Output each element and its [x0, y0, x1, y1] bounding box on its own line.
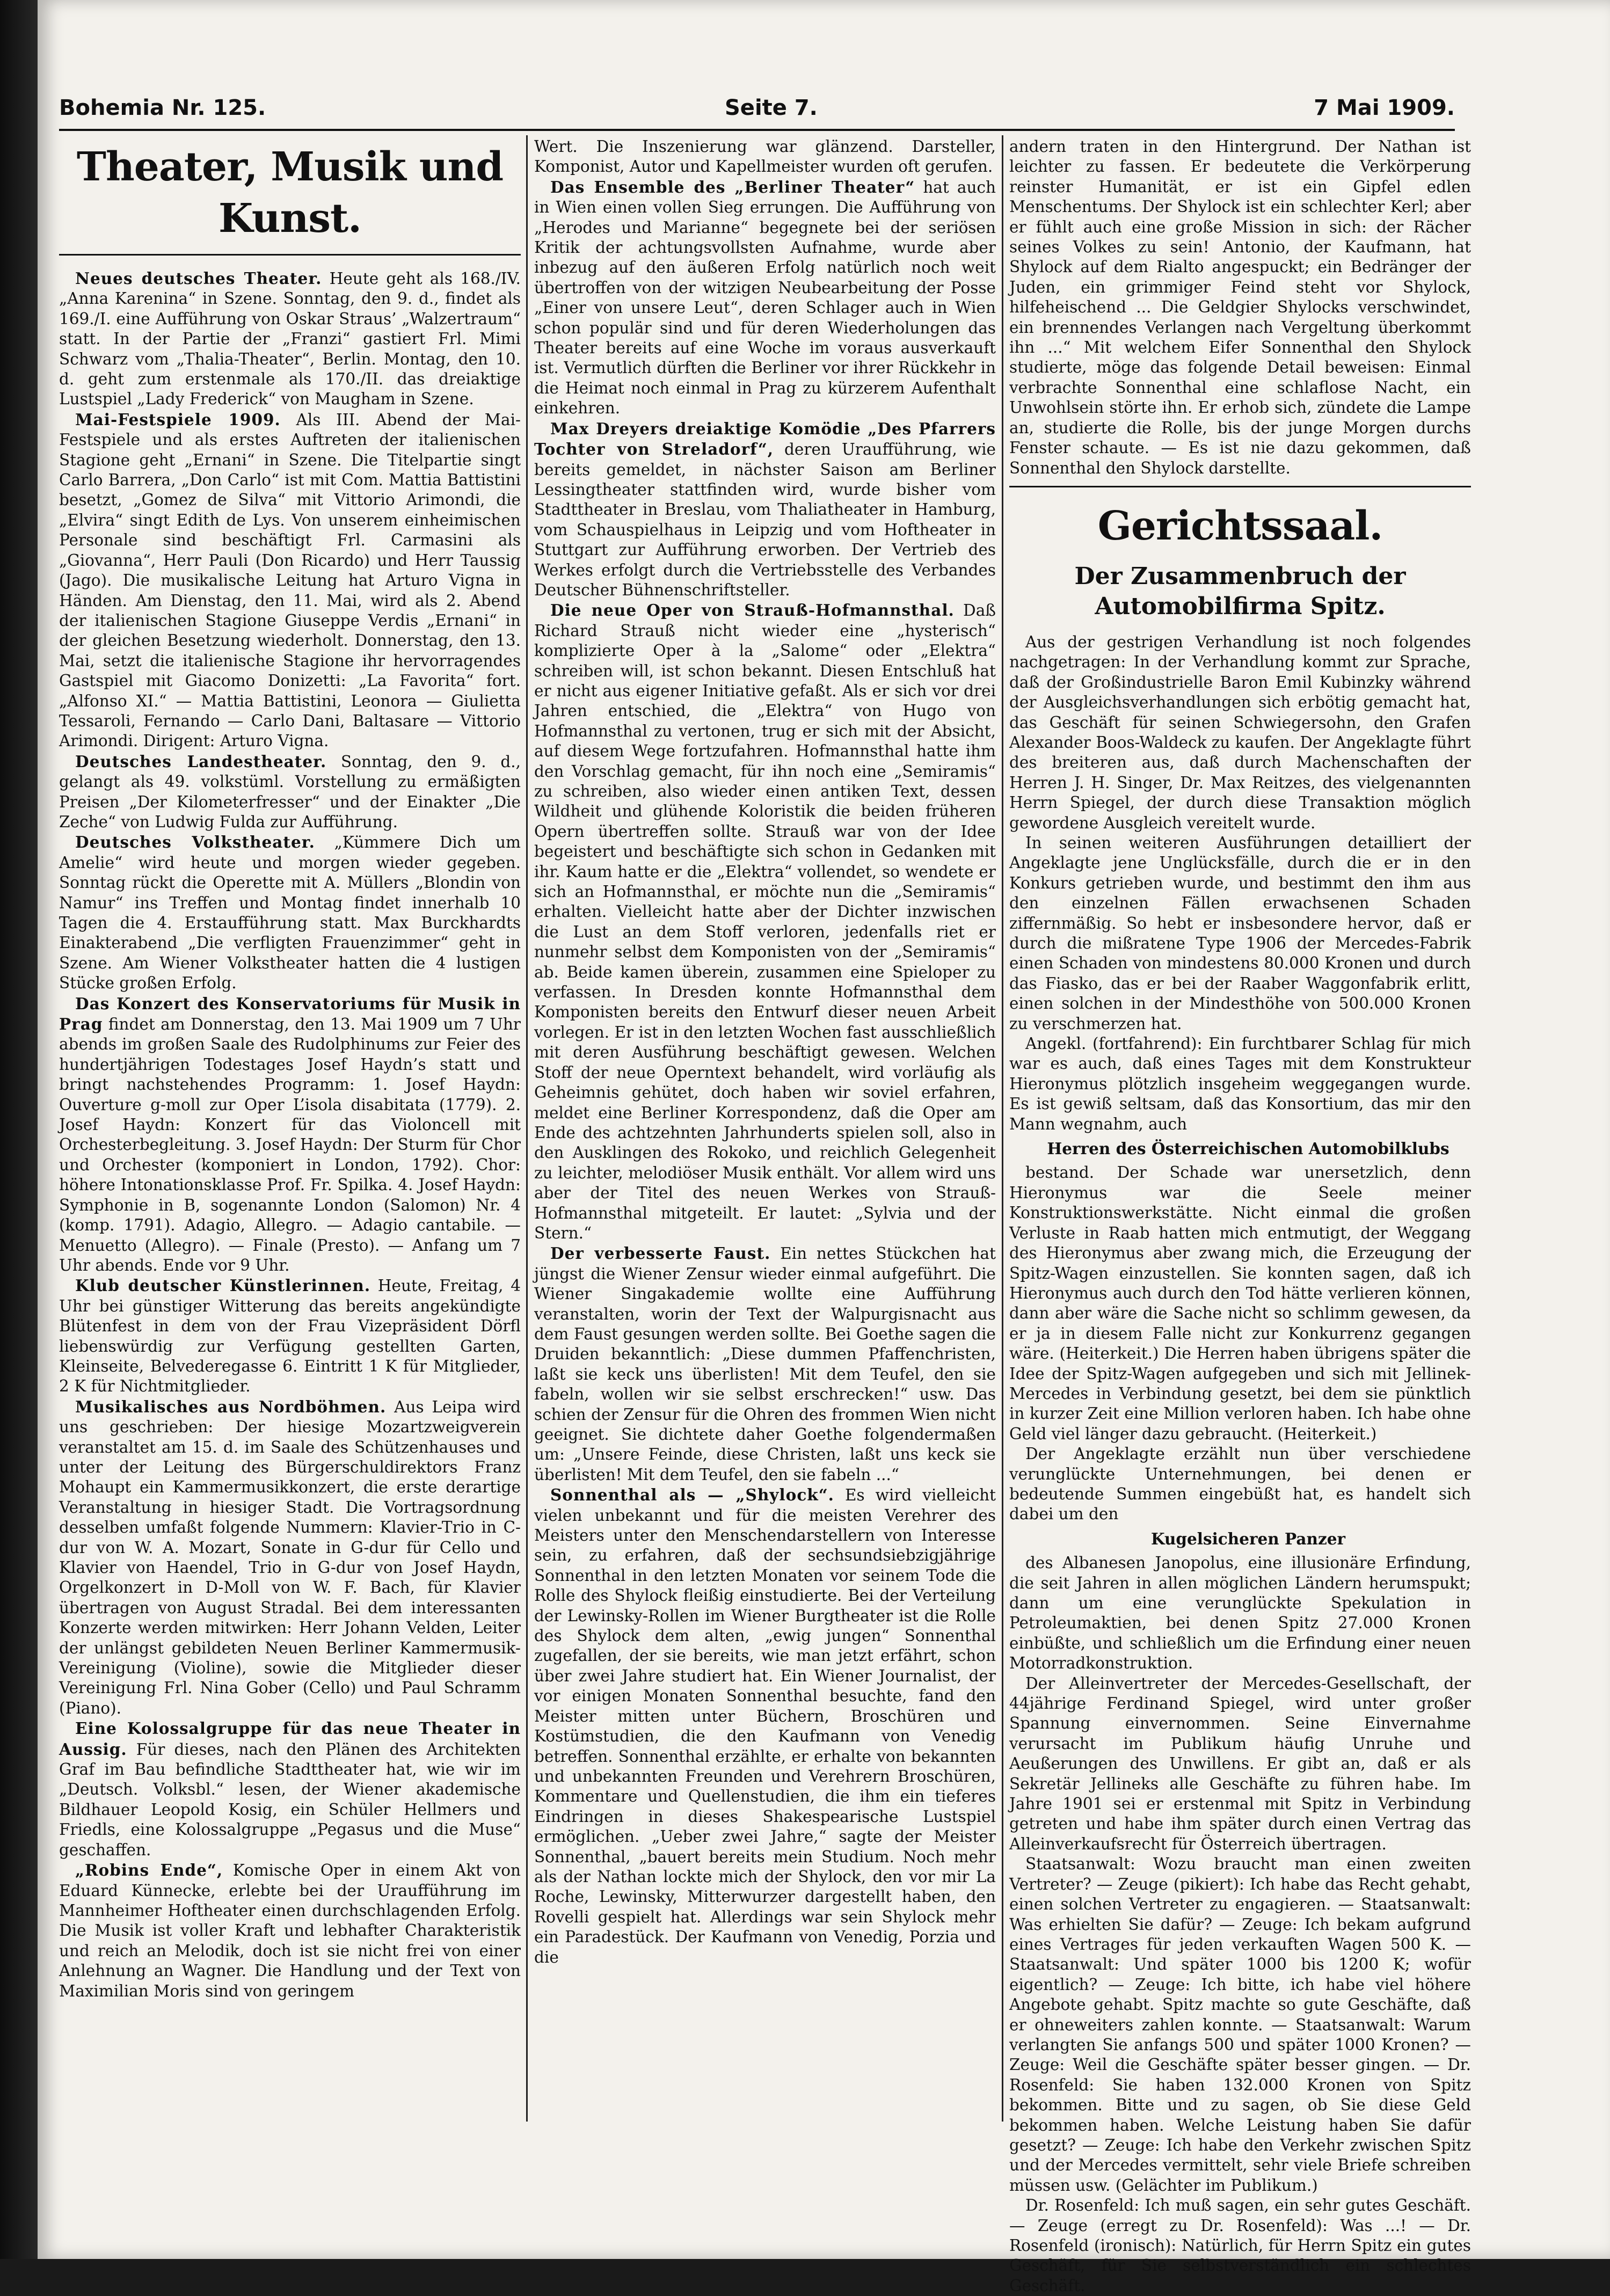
article-heading: Eine Kolossalgruppe für das neue Theater in Aussig. — [59, 1719, 521, 1759]
column-rule — [526, 135, 528, 2122]
article-text: Als III. Abend der Mai-Festspiele und als erstes Auftreten der italienischen Stagione geht „Ernani“ in Szene. Die Titelpartie singt Carlo Barrera, „Don Carlo“ ist mit Com. Mattia Battistini besetzt, „Gomez de Silva“ mit Vittorio Arimondi, die „Elvira“ singt Edith de Lys. Von unserem einheimischen Personale sind beschäftigt Frl. Carmasini als „Giovanna“, Herr Pauli (Don Ricardo) und Herr Taussig (Jago). Die musikalische Leitung hat Arturo Vigna in Händen. Am Dienstag, den 11. Mai, wird als 2. Abend der italienischen Stagione Giuseppe Verdis „Ernani“ in der gleichen Besetzung wiederholt. Donnerstag, den 13. Mai, setzt die italienische Stagione ihr hervorragendes Gastspiel mit Giacomo Donizetti: „La Favorita“ fort. „Alfonso XI.“ — Mattia Battistini, Leonora — Giulietta Tessaroli, Fernando — Carlo Dani, Baltasare — Vittorio Arimondi. Dirigent: Arturo Vigna. — [59, 410, 521, 750]
divider — [1009, 486, 1471, 487]
article-text: „Kümmere Dich um Amelie“ wird heute und morgen wieder gegeben. Sonntag rückt die Operette mit A. Müllers „Blondin von Namur“ ins Treffen und Montag findet innerhalb 10 Tagen die 4. Erstaufführung statt. Max Burckhardts Einakterabend „Die verfligten Frauenzimmer“ geht in Szene. Am Wiener Volkstheater hatten die 4 lustigen Stücke großen Erfolg. — [59, 833, 521, 993]
article-paragraph: Staatsanwalt: Wozu braucht man einen zweiten Vertreter? — Zeuge (pikiert): Ich habe das Recht gehabt, einen solchen Vertreter zu engagieren. — Staatsanwalt: Was erhielten Sie dafür? — Zeuge: Ich bekam aufgrund eines Vertrages für jeden verkauften Wagen 500 K. — Staatsanwalt: Und später 1000 bis 1200 K; wofür eigentlich? — Zeuge: Ich bitte, ich habe viel höhere Angebote gehabt. Spitz machte so gute Geschäfte, daß er ohneweiters zahlen konnte. — Staatsanwalt: Warum verlangten Sie anfangs 500 und später 1000 Kronen? — Zeuge: Weil die Geschäfte später besser gingen. — Dr. Rosenfeld: Sie haben 132.000 Kronen von Spitz bekommen. Bitte und zu sagen, ob Sie diese Geld bekommen haben. Welche Leistung haben Sie dafür gesetzt? — Zeuge: Ich habe den Verkehr zwischen Spitz und der Mercedes vermittelt, sehr viele Briefe schreiben müssen usw. (Gelächter im Publikum.) — [1009, 1855, 1471, 2195]
inline-subheading: Herren des Österreichischen Automobilklubs — [1047, 1139, 1449, 1158]
article-heading: Mai-Festspiele 1909. — [75, 410, 281, 429]
article-text: Aus Leipa wird uns geschrieben: Der hiesige Mozartzweigverein veranstaltet am 15. d. im Saale des Schützenhauses und unter der Leitung des Bürgerschuldirektors Franz Mohaupt ein Kammermusikkonzert, die erste derartige Veranstaltung in hiesiger Stadt. Die Vortragsordnung desselben umfaßt folgende Nummern: Klavier-Trio in C-dur von W. A. Mozart, Sonate in G-dur für Cello und Klavier von Haendel, Trio in G-dur von Josef Haydn, Orgelkonzert in D-Moll von W. F. Bach, für Klavier übertragen von August Stradal. Bei dem interessanten Konzerte werden mitwirken: Herr Johann Velden, Leiter der unlängst gebildeten Neuen Berliner Kammermusik-Vereinigung (Violine), sowie die Mitglieder dieser Vereinigung Frl. Nina Gober (Cello) und Paul Schramm (Piano). — [59, 1397, 521, 1717]
article-text: Für dieses, nach den Plänen des Architekten Graf im Bau befindliche Stadttheater hat, wie wir im „Deutsch. Volksbl.“ lesen, der Wiener akademische Bildhauer Leopold Kosig, ein Schüler Hellmers und Friedls, eine Kolossalgruppe „Pegasus und die Muse“ geschaffen. — [59, 1740, 521, 1859]
article-item — [59, 752, 521, 833]
article-heading: Deutsches Landestheater. — [75, 752, 327, 771]
article-item — [59, 1275, 521, 1396]
article-heading: Deutsches Volkstheater. — [75, 833, 315, 852]
article-list — [59, 268, 521, 2001]
article-item — [59, 1397, 521, 1719]
article-text: Daß Richard Strauß nicht wieder eine „hysterisch“ komplizierte Oper à la „Salome“ oder „Elektra“ schreiben will, ist schon bekannt. Diesen Entschluß hat er nicht aus eigener Initiative gefaßt. Als er sich vor drei Jahren entschied, die „Elektra“ von Hugo von Hofmannsthal zu vertonen, trug er sich mit der Absicht, auf diesem Wege fortzufahren. Hofmannsthal hatte ihm den Vorschlag gemacht, für ihn noch eine „Semiramis“ zu schreiben, also wieder einen antiken Text, dessen Wildheit und glühende Koloristik die beiden früheren Opern übertreffen sollte. Strauß war von der Idee begeistert und beschäftigte sich schon in Gedanken mit ihr. Kaum hatte er die „Elektra“ vollendet, so wendete er sich an Hofmannsthal, er möchte nun die „Semiramis“ erhalten. Vielleicht hatte aber der Dichter inzwischen die Lust an dem Stoff verloren, jedenfalls riet er nunmehr selbst dem Komponisten von der „Semiramis“ ab. Beide kamen überein, zusammen eine Spieloper zu verfassen. In Dresden konnte Hofmannsthal dem Komponisten bereits den Entwurf dieser neuen Arbeit vorlegen. Er ist in den letzten Wochen fast ausschließlich mit deren Ausführung beschäftigt gewesen. Welchen Stoff der neue Operntext behandelt, wird vorläufig als Geheimnis gehütet, doch haben wir soviel erfahren, meldet eine Berliner Korrespondenz, daß die Oper am Ende des achtzehnten Jahrhunderts spielen soll, also in den Ausklingen des Rokoko, und reichlich Gelegenheit zu leichter, melodiöser Musik enthält. Vor allem wird uns aber der Titel des neuen Werkes von Strauß-Hofmannsthal mitgeteilt. Er lautet: „Sylvia und der Stern.“ — [534, 601, 996, 1242]
article-list — [534, 137, 996, 1967]
article-paragraph: bestand. Der Schade war unersetzlich, denn Hieronymus war die Seele meiner Konstruktionswerkstätte. Nicht einmal die großen Verluste in Raab hatten mich entmutigt, der Weggang des Hieronymus aber zwang mich, die Erzeugung der Spitz-Wagen einzustellen. Sie konnten sagen, daß ich Hieronymus auch durch den Tod hätte verlieren können, dann aber wäre die Sache nicht so schlimm gewesen, da er ja in diesem Falle nicht zur Konkurrenz gegangen wäre. (Heiterkeit.) Die Herren haben übrigens später die Idee der Spitz-Wagen aufgegeben und sich mit Jellinek-Mercedes in Verbindung gesetzt, bei dem sie pünktlich in kurzer Zeit eine Million verloren haben. Ich habe ohne Geld viel länger dazu gebraucht. (Heiterkeit.) — [1009, 1163, 1471, 1443]
article-heading: Das Ensemble des „Berliner Theater“ — [550, 177, 915, 196]
section-title: Gerichtssaal. — [1097, 502, 1383, 549]
article-heading: Musikalisches aus Nordböhmen. — [75, 1397, 387, 1416]
article-heading: Der verbesserte Faust. — [550, 1244, 771, 1263]
scan-edge — [0, 0, 43, 2259]
article-item — [59, 410, 521, 752]
article-text: Wert. Die Inszenierung war glänzend. Darsteller, Komponist, Autor und Kapellmeister wurden oft gerufen. — [534, 137, 996, 176]
header-center: Seite 7. — [725, 96, 818, 120]
column-3 — [1009, 137, 1471, 2296]
article-item — [59, 994, 521, 1276]
article-paragraph: Angekl. (fortfahrend): Ein furchtbarer Schlag für mich war es auch, daß eines Tages mit dem Konstrukteur Hieronymus plötzlich insgeheim weggegangen wurde. Es ist gewiß seltsam, daß das Konsortium, das mir den Mann wegnahm, auch — [1009, 1034, 1471, 1133]
article-item — [59, 268, 521, 410]
article-title: Der Zusammenbruch der Automobilfirma Spitz. — [1074, 562, 1406, 620]
column-2 — [534, 137, 996, 1967]
article-item — [534, 1485, 996, 1967]
article-paragraph: Aus der gestrigen Verhandlung ist noch folgendes nachgetragen: In der Verhandlung kommt zur Sprache, daß der Großindustrielle Baron Emil Kubinzky während der Ausgleichsverhandlungen sich erbötig gemacht hat, das Geschäft für seinen Schwiegersohn, den Grafen Alexander Boos-Waldeck zu kaufen. Der Angeklagte führt des breiteren aus, daß durch Machenschaften der Herren J. H. Singer, Dr. Max Reitzes, des vielgenannten Herrn Spiegel, der durch diese Transaktion möglich gewordene Ausgleich vereitelt wurde. — [1009, 632, 1471, 832]
article-text: deren Uraufführung, wie bereits gemeldet, in nächster Saison am Berliner Lessingtheater stattfinden wird, wurde bisher vom Stadttheater in Breslau, vom Thaliatheater in Hamburg, vom Schauspielhaus in Leipzig und vom Hoftheater in Stuttgart zur Aufführung erworben. Der Vertrieb des Werkes erfolgt durch die Vertriebsstelle des Verbandes Deutscher Bühnenschriftsteller. — [534, 440, 996, 599]
page-header — [59, 91, 1455, 131]
divider — [59, 254, 521, 256]
article-item — [534, 177, 996, 419]
article-paragraph: Der Alleinvertreter der Mercedes-Gesellschaft, der 44jährige Ferdinand Spiegel, wird unter großer Spannung einvernommen. Seine Einvernahme verursacht im Publikum häufig Unruhe und Aeußerungen des Unwillens. Er gibt an, daß er als Sekretär Jellineks alle Geschäfte zu führen habe. Im Jahre 1901 sei er erstenmal mit Spitz in Verbindung getreten und habe ihm später durch einen Vertrag das Alleinverkaufsrecht für Österreich übertragen. — [1009, 1674, 1471, 1853]
inline-subheading: Kugelsicheren Panzer — [1150, 1529, 1346, 1548]
article-item — [59, 832, 521, 993]
article-item — [534, 1243, 996, 1485]
article-text: andern traten in den Hintergrund. Der Nathan ist leichter zu fassen. Er bedeutete die Verkörperung reinster Humanität, er ist ein Gipfel edlen Menschentums. Der Shylock ist ein schlechter Kerl; aber er fühlt auch eine große Mission in sich: der Rächer seines Volkes zu sein! Antonio, der Kaufmann, hat Shylock auf dem Rialto angespuckt; ein Bedränger der Juden, ein grimmiger Feind steht vor Shylock, hilfeheischend ... Die Geldgier Shylocks verschwindet, ein brennendes Verlangen nach Vergeltung überkommt ihn ...“ Mit welchem Eifer Sonnenthal den Shylock studierte, möge das folgende Detail beweisen: Einmal verbrachte Sonnenthal eine schlaflose Nacht, ein Unwohlsein störte ihn. Er erhob sich, zündete die Lampe an, studierte die Rolle, bis der junge Morgen durchs Fenster schaute. — Es ist nie dazu gekommen, daß Sonnenthal den Shylock darstellte. — [1009, 137, 1471, 477]
section-title: Theater, Musik und Kunst. — [76, 144, 504, 242]
article-heading: Sonnenthal als — „Shylock“. — [550, 1485, 834, 1505]
article-paragraph: In seinen weiteren Ausführungen detailliert der Angeklagte jene Unglücksfälle, durch die er in den Konkurs getrieben wurde, und bestimmt den ihm aus den einzelnen Fällen erwachsenen Schaden ziffernmäßig. So hebt er insbesondere hervor, daß er durch die mißratene Type 1906 der Mercedes-Fabrik einen Schaden von mindestens 80.000 Kronen und durch das Fiasko, das er bei der Raaber Waggonfabrik erlitt, einen solchen in der Mindesthöhe von 500.000 Kronen zu verschmerzen hat. — [1009, 833, 1471, 1033]
article-heading: Das Konzert des Konservatoriums für Musik in Prag — [59, 994, 521, 1034]
article-text: hat auch in Wien einen vollen Sieg errungen. Die Aufführung von „Herodes und Marianne“ begegnete bei der seriösen Kritik der achtungsvollsten Aufnahme, wurde aber inbezug auf den äußeren Erfolg natürlich noch weit übertroffen von der witzigen Neubearbeitung der Posse „Einer von unsere Leut“, deren Schlager auch in Wien schon populär sind und für deren Wiederholungen das Theater bereits auf eine Woche im voraus ausverkauft ist. Vermutlich dürften die Berliner vor ihrer Rückkehr in die Heimat noch einmal in Prag zu kürzerem Aufenthalt einkehren. — [534, 178, 996, 418]
article-text: Heute geht als 168./IV. „Anna Karenina“ in Szene. Sonntag, den 9. d., findet als 169./I. eine Aufführung von Oskar Straus’ „Walzertraum“ statt. In der Partie der „Franzi“ gastiert Frl. Mimi Schwarz vom „Thalia-Theater“, Berlin. Montag, den 10. d. geht zum erstenmale als 170./II. das dreiaktige Lustspiel „Lady Frederick“ von Maugham in Szene. — [59, 269, 521, 409]
article-paragraph: Dr. Rosenfeld: Ich muß sagen, ein sehr gutes Geschäft. — Zeuge (erregt zu Dr. Rosenfeld): Was ...! — Dr. Rosenfeld (ironisch): Natürlich, für Herrn Spitz ein gutes Geschäft, für Sie selbstverständlich ein schlechtes Geschäft. — [1009, 2196, 1471, 2295]
article-item — [59, 1718, 521, 1860]
article-heading: Neues deutsches Theater. — [75, 269, 322, 288]
article-heading: Max Dreyers dreiaktige Komödie „Des Pfarrers Tochter von Streladorf“, — [534, 419, 996, 459]
article-heading: Die neue Oper von Strauß-Hofmannsthal. — [550, 601, 955, 620]
article-heading: Klub deutscher Künstlerinnen. — [75, 1276, 371, 1295]
column-rule — [1002, 135, 1003, 2122]
article-text: Sonntag, den 9. d., gelangt als 49. volkstüml. Vorstellung zu ermäßigten Preisen „Der Kilometerfresser“ und der Einakter „Die Zeche“ von Ludwig Fulda zur Aufführung. — [59, 752, 521, 831]
article-heading: „Robins Ende“, — [75, 1861, 223, 1880]
article-paragraph: Der Angeklagte erzählt nun über verschiedene verunglückte Unternehmungen, bei denen er bedeutende Summen eingebüßt hat, es handelt sich dabei um den — [1009, 1445, 1471, 1524]
article-text: Ein nettes Stückchen hat jüngst die Wiener Zensur wieder einmal aufgeführt. Die Wiener Singakademie wollte eine Aufführung veranstalten, worin der Text der Walpurgisnacht aus dem Faust gesungen werden sollte. Bei Goethe sagen die Druiden bekanntlich: „Diese dummen Pfaffenchristen, laßt sie keck uns überlisten! Mit dem Teufel, den sie fabeln, wollen wir sie selbst erschrecken!“ usw. Das schien der Zensur für die Ohren des frommen Wien nicht geeignet. Sie dichtete daher Goethe folgendermaßen um: „Unsere Feinde, diese Christen, laßt uns keck sie überlisten! Mit dem Teufel, den sie fabeln ...“ — [534, 1244, 996, 1484]
article-text: Es wird vielleicht vielen unbekannt und für die meisten Verehrer des Meisters unter den Menschendarstellern von Interesse sein, zu erfahren, daß der sechsundsiebzigjährige Sonnenthal in den letzten Monaten vor seinem Tode die Rolle des Shylock fleißig einstudierte. Bei der Verteilung der Lewinsky-Rollen im Wiener Burgtheater ist die Rolle des Shylock dem alten, „ewig jungen“ Sonnenthal zugefallen, der sie bereits, wie man jetzt erfährt, schon über zwei Jahre studiert hat. Ein Wiener Journalist, der vor einigen Monaten Sonnenthal besuchte, fand den Meister mitten unter Büchern, Broschüren und Kostümstudien, die den Kaufmann von Venedig betreffen. Sonnenthal erzählte, er erhalte von bekannten und unbekannten Freunden und Verehrern Broschüren, Kommentare und Quellenstudien, die ihm ein tieferes Eindringen in dieses Shakespearische Lustspiel ermöglichen. „Ueber zwei Jahre,“ sagte der Meister Sonnenthal, „bauert bereits mein Studium. Noch mehr als der Nathan lockte mich der Shylock, den vor mir La Roche, Lewinsky, Mitterwurzer dargestellt haben, den Rovelli gespielt hat. Allerdings war sein Shylock mehr ein Paradestück. Der Kaufmann von Venedig, Porzia und die — [534, 1486, 996, 1966]
article-item — [534, 137, 996, 177]
header-right: 7 Mai 1909. — [1314, 96, 1455, 120]
column-1 — [59, 137, 521, 2001]
article-text: Komische Oper in einem Akt von Eduard Künnecke, erlebte bei der Uraufführung im Mannheimer Hoftheater einen durchschlagenden Erfolg. Die Musik ist voller Kraft und lebhafter Charakteristik und reich an Melodik, doch ist sie nicht frei von einer Anlehnung an Wagner. Die Handlung und der Text von Maximilian Moris sind von geringem — [59, 1861, 521, 2000]
article-body — [1009, 632, 1471, 2296]
header-left: Bohemia Nr. 125. — [59, 96, 266, 120]
article-text: Heute, Freitag, 4 Uhr bei günstiger Witterung das bereits angekündigte Blütenfest in dem von der Frau Vizepräsident Dörfl liebenswürdig zur Verfügung gestellten Garten, Kleinseite, Belvederegasse 6. Eintritt 1 K für Mitglieder, 2 K für Nichtmitglieder. — [59, 1277, 521, 1396]
article-paragraph: des Albanesen Janopolus, eine illusionäre Erfindung, die seit Jahren in allen möglichen Ländern herumspukt; dann um eine verunglückte Spekulation in Petroleumaktien, bei denen Spitz 27.000 Kronen einbüßte, und schließlich um die Erfindung einer neuen Motorradkonstruktion. — [1009, 1554, 1471, 1673]
article-item — [534, 600, 996, 1243]
article-item — [59, 1860, 521, 2001]
article-text: findet am Donnerstag, den 13. Mai 1909 um 7 Uhr abends im großen Saale des Rudolphinums zur Feier des hundertjährigen Todestages Josef Haydn’s statt und bringt nachstehendes Programm: 1. Josef Haydn: Ouverture g-moll zur Oper L’isola disabitata (1779). 2. Josef Haydn: Konzert für das Violoncell mit Orchesterbegleitung. 3. Josef Haydn: Der Sturm für Chor und Orchester (komponiert in London, 1792). Chor: höhere Intonationsklasse Prof. Fr. Spilka. 4. Josef Haydn: Symphonie in B, sogenannte London (Salomon) Nr. 4 (komp. 1791). Adagio, Allegro. — Adagio cantabile. — Menuetto (Allegro). — Finale (Presto). — Anfang um 7 Uhr abends. Ende vor 9 Uhr. — [59, 1015, 521, 1274]
article-item — [534, 419, 996, 601]
